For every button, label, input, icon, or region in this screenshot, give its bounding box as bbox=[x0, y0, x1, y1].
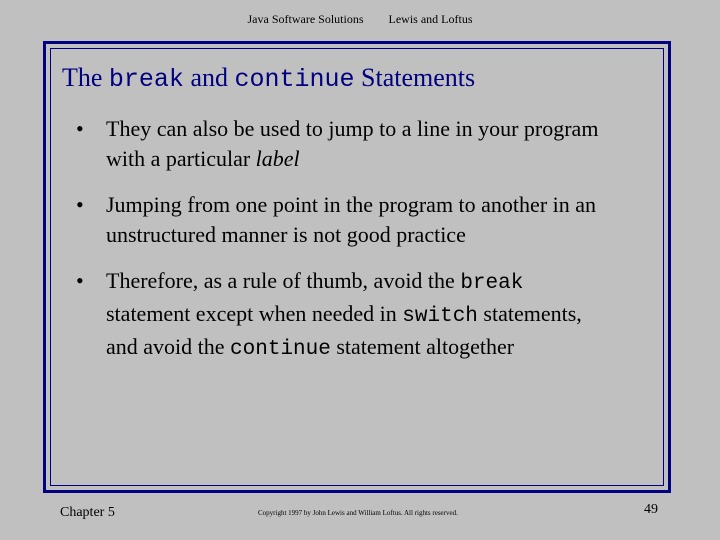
code-break: break bbox=[460, 272, 524, 295]
bullet-line: unstructured manner is not good practice bbox=[106, 222, 466, 247]
authors: Lewis and Loftus bbox=[388, 12, 473, 26]
bullet-line: with a particular bbox=[106, 146, 256, 171]
bullet-icon: • bbox=[76, 268, 84, 293]
footer-copyright: Copyright 1997 by John Lewis and William Loftus. All rights reserved. bbox=[258, 509, 458, 517]
code-continue: continue bbox=[230, 338, 331, 361]
bullet-line: They can also be used to jump to a line in your program bbox=[106, 116, 599, 141]
title-text: and bbox=[183, 63, 235, 92]
bullet-icon: • bbox=[76, 116, 84, 141]
title-text: The bbox=[62, 63, 109, 92]
bullet-emphasis: label bbox=[255, 146, 300, 171]
bullet-line: statement except when needed in bbox=[106, 301, 403, 326]
slide-title bbox=[62, 62, 475, 96]
title-code-continue: continue bbox=[234, 65, 355, 94]
bullet-line: statements, bbox=[477, 301, 582, 326]
bullet-text bbox=[106, 114, 666, 174]
code-switch: switch bbox=[402, 305, 478, 328]
bullet-line: and avoid the bbox=[106, 334, 231, 359]
bullet-line: Therefore, as a rule of thumb, avoid the bbox=[106, 268, 461, 293]
title-text: Statements bbox=[354, 63, 476, 92]
bullet-line: Jumping from one point in the program to another in an bbox=[106, 192, 597, 217]
slide-header bbox=[0, 12, 720, 27]
title-code-break: break bbox=[108, 65, 184, 94]
bullet-icon: • bbox=[76, 192, 84, 217]
bullet-text bbox=[106, 190, 666, 250]
page-number: 49 bbox=[644, 502, 658, 517]
footer-chapter: Chapter 5 bbox=[60, 505, 115, 520]
bullet-line: statement altogether bbox=[330, 334, 515, 359]
book-title: Java Software Solutions bbox=[247, 12, 364, 26]
bullet-text bbox=[106, 266, 666, 365]
